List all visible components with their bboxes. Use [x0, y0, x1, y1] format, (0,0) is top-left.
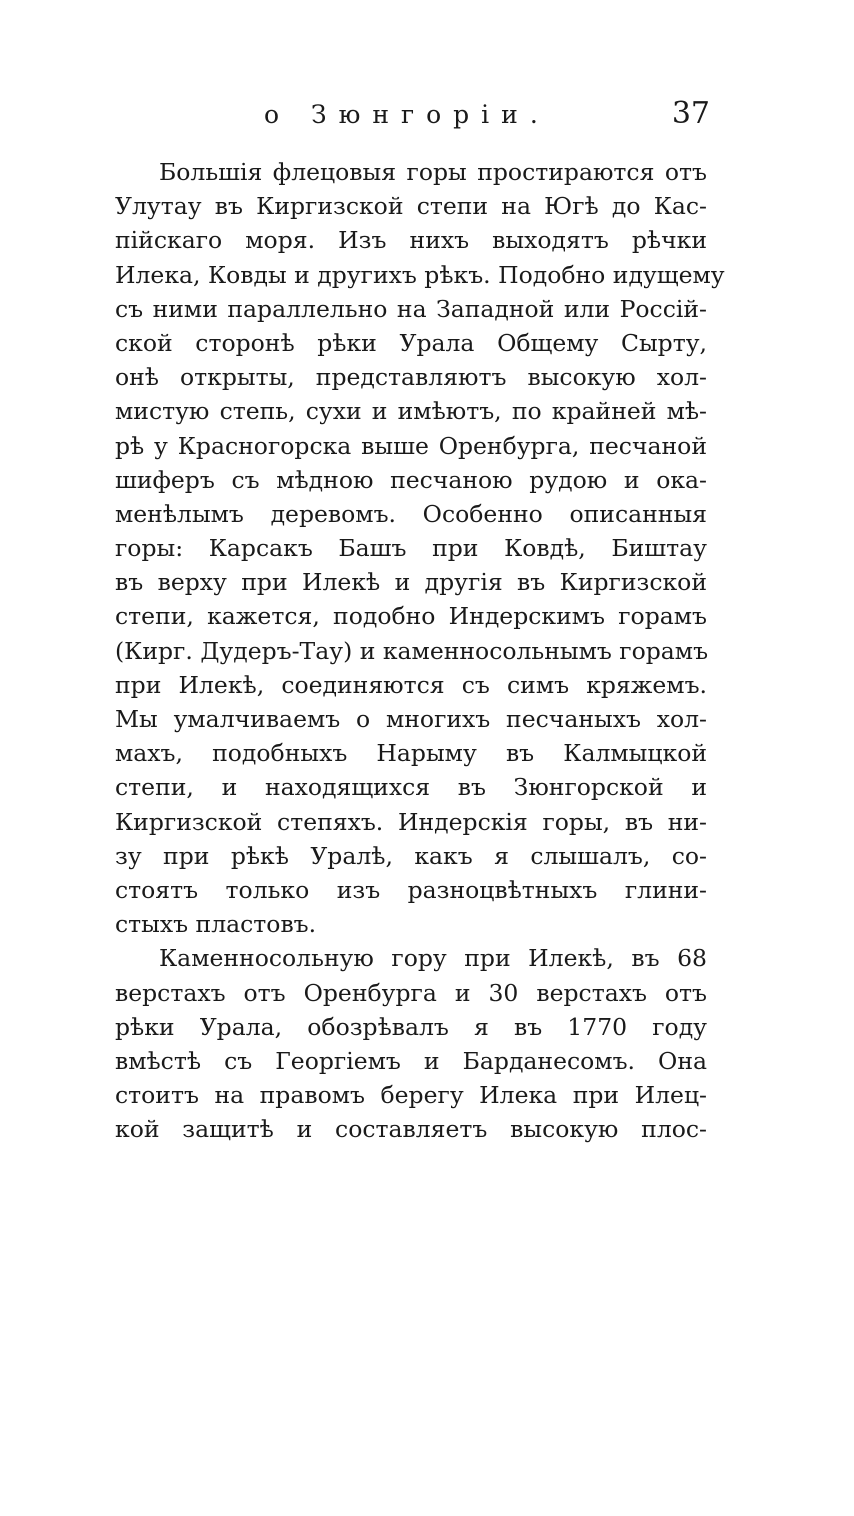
text-line: Мы умалчиваемъ о многихъ песчаныхъ хол- — [115, 705, 707, 733]
text-line: ской сторонѣ рѣки Урала Общему Сырту, — [115, 328, 707, 357]
text-line: мистую степь, сухи и имѣютъ, по крайней мѣ- — [115, 397, 707, 426]
text-line: рѣ у Красногорска выше Оренбурга, песчаной — [115, 431, 707, 460]
page-header — [160, 96, 710, 146]
text-line: Улутау въ Киргизской степи на Югѣ до Кас- — [115, 192, 707, 221]
text-line: при Илекѣ, соединяются съ симъ кряжемъ. — [115, 670, 707, 699]
text-line: махъ, подобныхъ Нарыму въ Калмыцкой — [115, 739, 707, 768]
text-line: съ ними параллельно на Западной или Россій- — [115, 294, 707, 323]
text-line: Киргизской степяхъ. Индерскія горы, въ ни- — [115, 807, 707, 836]
paragraph-1 — [115, 155, 725, 941]
text-line: вмѣстѣ съ Георгіемъ и Барданесомъ. Она — [115, 1046, 707, 1075]
text-line: стыхъ пластовъ. — [115, 910, 317, 939]
text-line: стоятъ только изъ разноцвѣтныхъ глини- — [115, 875, 707, 904]
text-line: кой защитѣ и составляетъ высокую плос- — [115, 1115, 707, 1144]
text-line: Большія флецовыя горы простираются отъ — [159, 158, 707, 186]
text-line: въ верху при Илекѣ и другія въ Киргизской — [115, 568, 707, 597]
text-line: зу при рѣкѣ Уралѣ, какъ я слышалъ, со- — [115, 841, 707, 870]
text-line: степи, кажется, подобно Индерскимъ горамъ — [115, 602, 707, 631]
text-line: верстахъ отъ Оренбурга и 30 верстахъ отъ — [115, 978, 707, 1007]
text-line: Каменносольную гору при Илекѣ, въ 68 — [159, 944, 707, 973]
text-line: (Кирг. Дудеръ-Тау) и каменносольнымъ горамъ — [115, 636, 709, 665]
text-line: менѣлымъ деревомъ. Особенно описанныя — [115, 499, 707, 528]
text-line: онѣ открыты, представляютъ высокую хол- — [115, 363, 707, 392]
text-line: степи, и находящихся въ Зюнгорской и — [115, 773, 707, 802]
page-number: 37 — [671, 96, 710, 131]
text-line: шиферъ съ мѣдною песчаною рудою и ока- — [115, 465, 707, 494]
running-title: о Зюнгоріи. — [264, 100, 550, 129]
text-line: пійскаго моря. Изъ нихъ выходятъ рѣчки — [115, 226, 707, 255]
paragraph-2 — [115, 941, 707, 1146]
text-line: рѣки Урала, обозрѣвалъ я въ 1770 году — [115, 1012, 707, 1041]
text-line: стоитъ на правомъ берегу Илека при Илец- — [115, 1081, 707, 1110]
body-text — [115, 155, 725, 1146]
text-line: Илека, Ковды и другихъ рѣкъ. Подобно идущему — [115, 260, 725, 289]
text-line: горы: Карсакъ Башъ при Ковдѣ, Биштау — [115, 534, 707, 563]
